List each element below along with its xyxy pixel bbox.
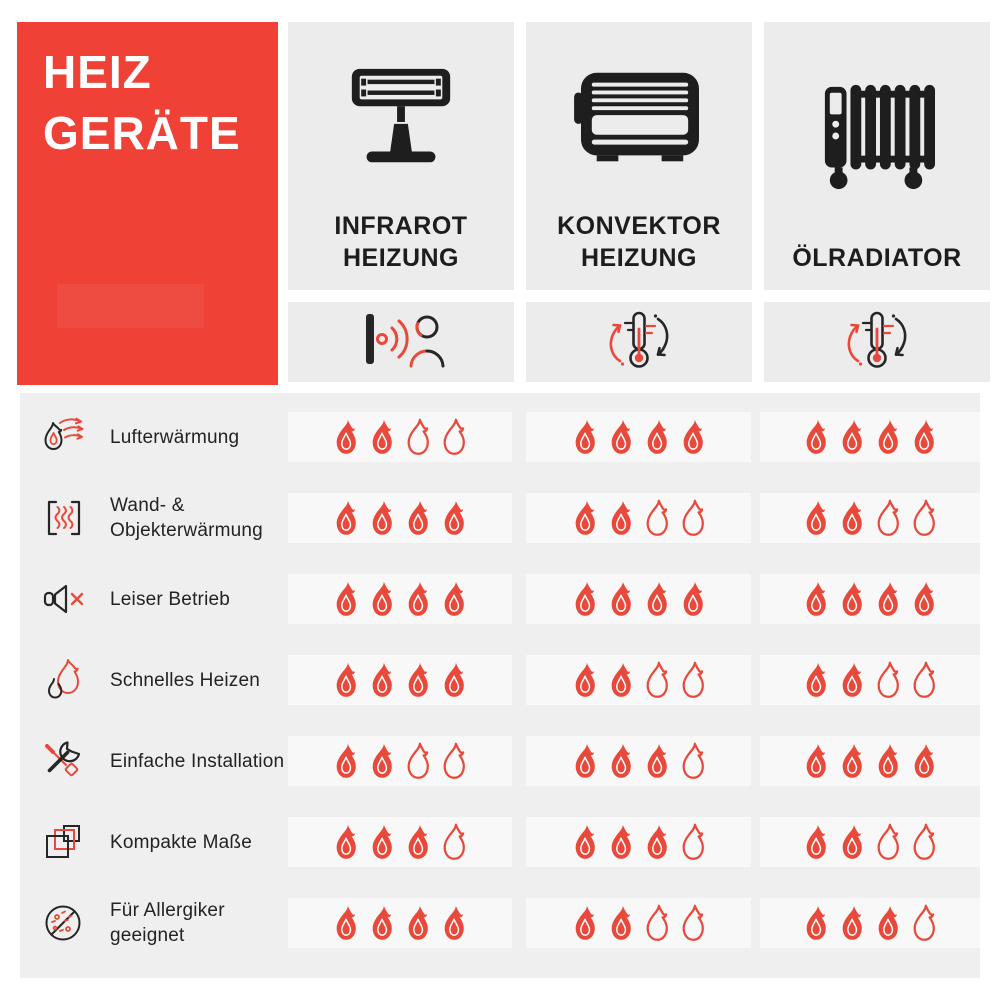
flame-filled-icon: [607, 823, 635, 861]
flame-outline-icon: [404, 742, 432, 780]
flame-filled-icon: [571, 580, 599, 618]
flame-filled-icon: [332, 904, 360, 942]
flame-filled-icon: [332, 418, 360, 456]
row-lufterwaermung: [20, 412, 980, 462]
fast-heating-icon: [38, 657, 90, 703]
flame-filled-icon: [332, 661, 360, 699]
flame-filled-icon: [874, 418, 902, 456]
flame-outline-icon: [440, 823, 468, 861]
flame-outline-icon: [874, 499, 902, 537]
flame-filled-icon: [838, 418, 866, 456]
flame-filled-icon: [332, 742, 360, 780]
flame-filled-icon: [607, 742, 635, 780]
rating-cell-oelradiator: [760, 574, 980, 624]
rating-cell-oelradiator: [760, 736, 980, 786]
method-card-konvektor: [526, 302, 752, 382]
rating-cell-infrarot: [288, 736, 512, 786]
flame-filled-icon: [332, 823, 360, 861]
flame-filled-icon: [838, 661, 866, 699]
flame-filled-icon: [838, 580, 866, 618]
column-title-konvektor: [557, 210, 721, 290]
column-title-line: HEIZUNG: [581, 244, 697, 272]
row-wand-objekterwaermung: [20, 493, 980, 543]
rating-cell-konvektor: [526, 736, 751, 786]
allergy-suitable-icon: [38, 900, 90, 946]
rating-cell-infrarot: [288, 412, 512, 462]
column-title-line: KONVEKTOR: [557, 212, 721, 240]
flame-filled-icon: [332, 499, 360, 537]
flame-filled-icon: [874, 742, 902, 780]
flame-filled-icon: [679, 580, 707, 618]
row-header: [38, 817, 252, 867]
flame-outline-icon: [679, 823, 707, 861]
convector-heater-icon: [565, 22, 713, 210]
rating-cell-infrarot: [288, 574, 512, 624]
flame-filled-icon: [440, 580, 468, 618]
flame-filled-icon: [368, 580, 396, 618]
flame-outline-icon: [643, 661, 671, 699]
flame-filled-icon: [607, 580, 635, 618]
row-label: Kompakte Maße: [110, 831, 252, 853]
flame-filled-icon: [802, 823, 830, 861]
flame-filled-icon: [571, 661, 599, 699]
rating-cell-oelradiator: [760, 817, 980, 867]
column-title-line: HEIZUNG: [343, 244, 459, 272]
watermark-area: [57, 284, 204, 328]
flame-filled-icon: [571, 742, 599, 780]
flame-filled-icon: [643, 418, 671, 456]
flame-filled-icon: [679, 418, 707, 456]
method-card-oelradiator: [764, 302, 990, 382]
row-label: Wand- & Objekterwärmung: [110, 495, 263, 541]
flame-outline-icon: [910, 904, 938, 942]
flame-filled-icon: [404, 823, 432, 861]
flame-outline-icon: [643, 904, 671, 942]
easy-installation-icon: [38, 738, 90, 784]
flame-filled-icon: [643, 742, 671, 780]
compact-dimensions-icon: [38, 819, 90, 865]
flame-filled-icon: [802, 580, 830, 618]
flame-filled-icon: [607, 418, 635, 456]
device-card-oelradiator: [764, 22, 990, 290]
flame-filled-icon: [607, 904, 635, 942]
row-label: Schnelles Heizen: [110, 669, 261, 691]
flame-filled-icon: [368, 499, 396, 537]
flame-filled-icon: [802, 904, 830, 942]
oil-radiator-icon: [803, 22, 951, 242]
flame-filled-icon: [643, 823, 671, 861]
flame-outline-icon: [440, 418, 468, 456]
flame-filled-icon: [838, 742, 866, 780]
row-leiser-betrieb: [20, 574, 980, 624]
title-line-1: HEIZ: [43, 46, 152, 98]
rating-cell-konvektor: [526, 412, 751, 462]
flame-filled-icon: [802, 661, 830, 699]
column-title-line: ÖLRADIATOR: [792, 244, 962, 272]
column-title-oelradiator: [792, 242, 961, 290]
flame-filled-icon: [874, 904, 902, 942]
thermometer-air-circulation-icon: [825, 309, 929, 376]
rating-cell-konvektor: [526, 493, 751, 543]
rating-cell-infrarot: [288, 817, 512, 867]
row-kompakte-masse: [20, 817, 980, 867]
flame-outline-icon: [679, 499, 707, 537]
rating-cell-konvektor: [526, 655, 751, 705]
flame-outline-icon: [874, 823, 902, 861]
rating-cell-oelradiator: [760, 493, 980, 543]
row-header: [38, 898, 225, 948]
flame-filled-icon: [802, 418, 830, 456]
flame-filled-icon: [404, 499, 432, 537]
infrared-radiation-person-icon: [349, 309, 453, 376]
flame-filled-icon: [404, 904, 432, 942]
flame-outline-icon: [910, 499, 938, 537]
thermometer-air-circulation-icon: [587, 309, 691, 376]
flame-filled-icon: [910, 580, 938, 618]
row-schnelles-heizen: [20, 655, 980, 705]
flame-filled-icon: [838, 904, 866, 942]
wall-object-warming-icon: [38, 495, 90, 541]
flame-filled-icon: [838, 823, 866, 861]
rating-cell-infrarot: [288, 898, 512, 948]
row-header: [38, 574, 230, 624]
row-label: Lufterwärmung: [110, 426, 240, 448]
flame-filled-icon: [404, 580, 432, 618]
method-card-infrarot: [288, 302, 514, 382]
flame-filled-icon: [802, 499, 830, 537]
flame-filled-icon: [643, 580, 671, 618]
flame-outline-icon: [679, 742, 707, 780]
flame-filled-icon: [802, 742, 830, 780]
flame-filled-icon: [368, 742, 396, 780]
flame-filled-icon: [838, 499, 866, 537]
rating-cell-konvektor: [526, 574, 751, 624]
flame-outline-icon: [643, 499, 671, 537]
flame-filled-icon: [440, 499, 468, 537]
flame-filled-icon: [440, 661, 468, 699]
infrared-heater-icon: [327, 22, 475, 210]
flame-filled-icon: [910, 742, 938, 780]
column-title-line: INFRAROT: [334, 212, 468, 240]
flame-outline-icon: [440, 742, 468, 780]
flame-filled-icon: [910, 418, 938, 456]
rating-cell-oelradiator: [760, 898, 980, 948]
air-warming-icon: [38, 414, 90, 460]
row-header: [38, 736, 284, 786]
title-box: [17, 22, 278, 385]
rating-cell-oelradiator: [760, 655, 980, 705]
flame-filled-icon: [368, 661, 396, 699]
column-title-infrarot: [334, 210, 467, 290]
flame-outline-icon: [910, 661, 938, 699]
flame-filled-icon: [607, 661, 635, 699]
rating-cell-oelradiator: [760, 412, 980, 462]
row-fuer-allergiker: [20, 898, 980, 948]
flame-filled-icon: [571, 904, 599, 942]
flame-outline-icon: [910, 823, 938, 861]
flame-outline-icon: [404, 418, 432, 456]
flame-outline-icon: [679, 904, 707, 942]
flame-outline-icon: [874, 661, 902, 699]
row-header: [38, 655, 260, 705]
device-card-konvektor: [526, 22, 752, 290]
flame-filled-icon: [368, 904, 396, 942]
flame-filled-icon: [571, 823, 599, 861]
rating-cell-infrarot: [288, 493, 512, 543]
flame-filled-icon: [404, 661, 432, 699]
row-label: Einfache Installation: [110, 750, 285, 772]
flame-filled-icon: [874, 580, 902, 618]
row-label: Für Allergiker geeignet: [110, 900, 225, 946]
row-label: Leiser Betrieb: [110, 588, 231, 610]
title-line-2: GERÄTE: [43, 107, 241, 159]
row-header: [38, 412, 239, 462]
flame-outline-icon: [679, 661, 707, 699]
flame-filled-icon: [368, 823, 396, 861]
quiet-operation-icon: [38, 576, 90, 622]
rating-cell-infrarot: [288, 655, 512, 705]
device-card-infrarot: [288, 22, 514, 290]
flame-filled-icon: [368, 418, 396, 456]
page-title: [17, 22, 278, 164]
flame-filled-icon: [571, 418, 599, 456]
comparison-table: [20, 393, 980, 978]
row-header: [38, 493, 263, 543]
flame-filled-icon: [607, 499, 635, 537]
row-einfache-installation: [20, 736, 980, 786]
flame-filled-icon: [571, 499, 599, 537]
rating-cell-konvektor: [526, 817, 751, 867]
flame-filled-icon: [440, 904, 468, 942]
flame-filled-icon: [332, 580, 360, 618]
rating-cell-konvektor: [526, 898, 751, 948]
